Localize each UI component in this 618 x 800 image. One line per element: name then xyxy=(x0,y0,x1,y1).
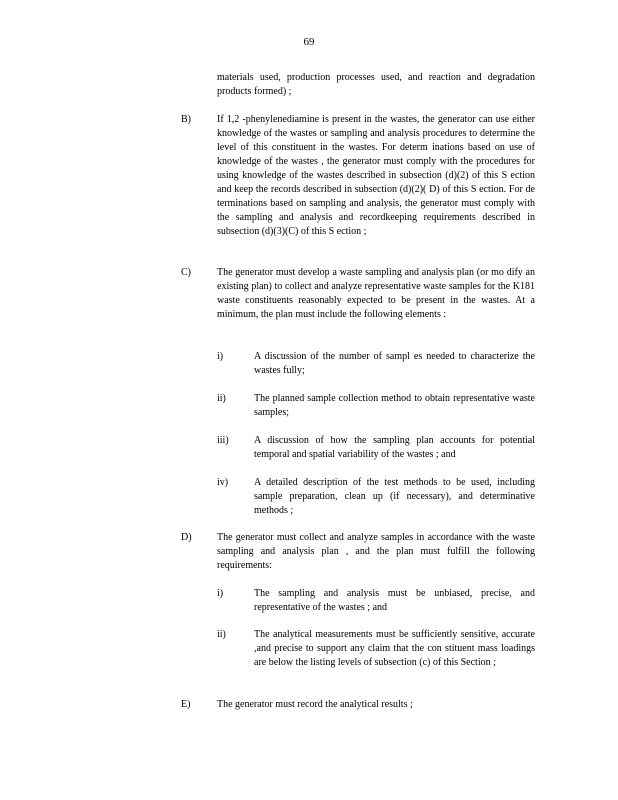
subitem-text-d-i: The sampling and analysis must be unbiased, precise, and representative of the wastes ; and xyxy=(254,588,535,613)
item-text-e: The generator must record the analytical results ; xyxy=(217,699,413,710)
continuation-paragraph: materials used, production processes used, and reaction and degradation products formed) ; xyxy=(217,72,535,97)
subitem-text-d-ii: The analytical measurements must be sufficiently sensitive, accurate ,and precise to support any claim that the con stituent mass loadings are below the listing levels of subsection (c) of this Section ; xyxy=(254,629,535,668)
subitem-label-c-iii: iii) xyxy=(217,435,229,446)
item-label-c: C) xyxy=(181,267,191,278)
page-number: 69 xyxy=(303,36,315,48)
subitem-label-c-iv: iv) xyxy=(217,477,229,488)
subitem-text-c-iv: A detailed description of the test methods to be used, including sample preparation, clean up (if necessary), and determinative methods ; xyxy=(254,477,535,516)
subitem-label-d-ii: ii) xyxy=(217,629,226,640)
subitem-label-c-ii: ii) xyxy=(217,393,226,404)
subitem-label-c-i: i) xyxy=(217,351,224,362)
subitem-text-c-iii: A discussion of how the sampling plan accounts for potential temporal and spatial variability of the wastes ; and xyxy=(254,435,535,460)
item-text-c: The generator must develop a waste sampling and analysis plan (or mo dify an existing plan) to collect and analyze representative waste samples for the K181 waste constituents reasonably expected to be present in the wastes. At a minimum, the plan must include the following elements : xyxy=(217,267,535,320)
item-text-d: The generator must collect and analyze samples in accordance with the waste sampling and analysis plan , and the plan must fulfill the following requirements: xyxy=(217,532,535,571)
item-label-d: D) xyxy=(181,532,192,543)
subitem-text-c-ii: The planned sample collection method to obtain representative waste samples; xyxy=(254,393,535,418)
item-label-b: B) xyxy=(181,114,191,125)
subitem-label-d-i: i) xyxy=(217,588,224,599)
item-label-e: E) xyxy=(181,699,191,710)
subitem-text-c-i: A discussion of the number of sampl es needed to characterize the wastes fully; xyxy=(254,351,535,376)
item-text-b: If 1,2 -phenylenediamine is present in the wastes, the generator can use either knowledge of the wastes or sampling and analysis procedures to determine the level of this constituent in the wastes. For determ inations based on use of knowledge of the wastes , the generator must comply with the procedures for using knowledge of the wastes described in subsection (d)(2) of this S ection and keep the records described in subsection (d)(2)( D) of this S ection. For de terminations based on sampling and analysis, the generator must comply with the sampling and analysis and recordkeeping requirements described in subsection (d)(3)(C) of this S ection ; xyxy=(217,114,535,237)
